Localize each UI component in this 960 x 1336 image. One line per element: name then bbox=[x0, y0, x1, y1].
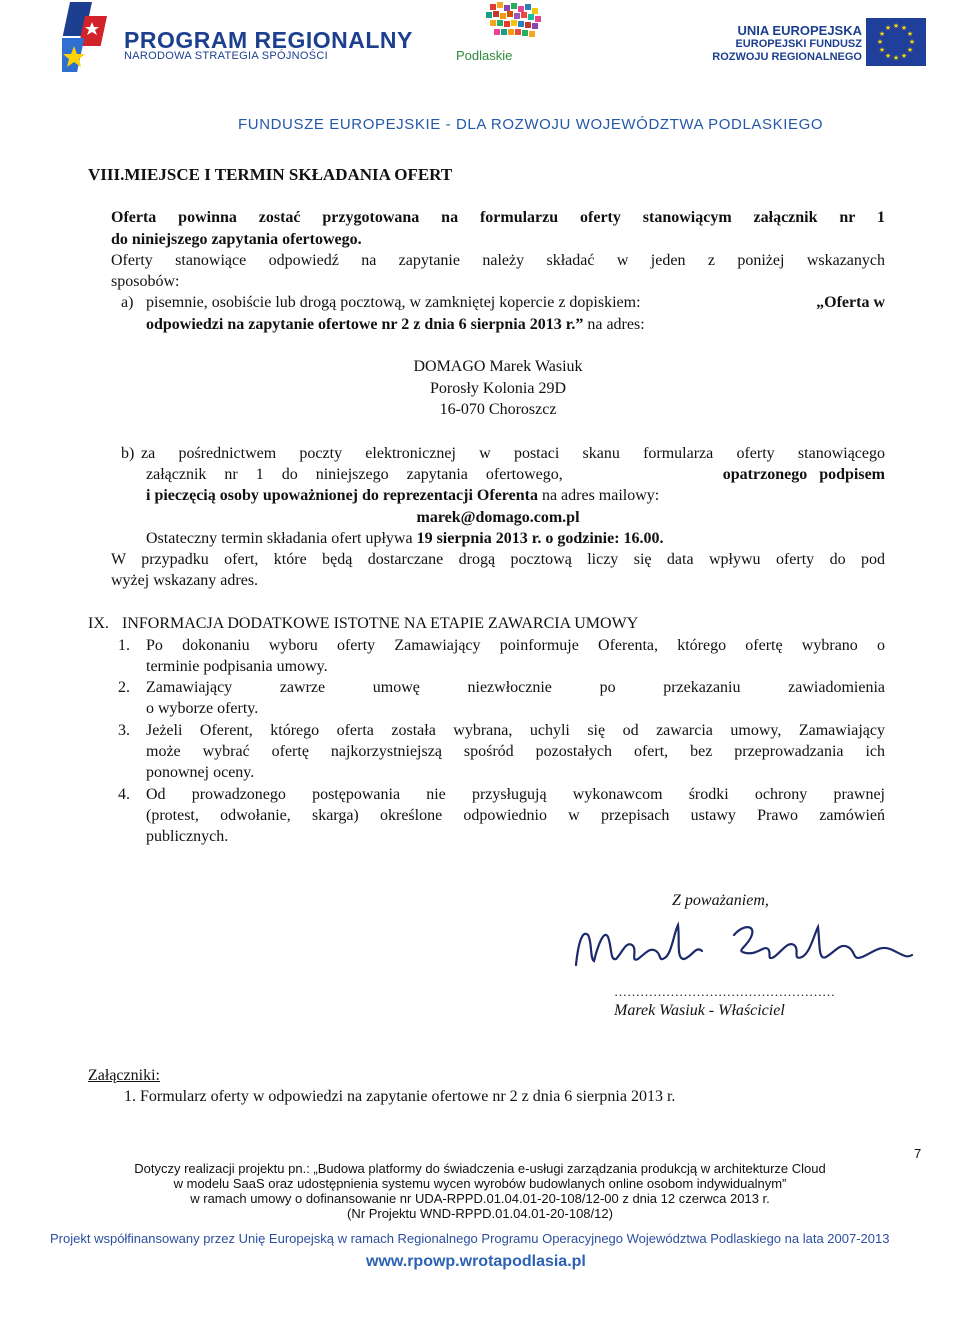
svg-text:★: ★ bbox=[876, 38, 884, 46]
svg-text:★: ★ bbox=[878, 30, 886, 38]
list-item-3-line1: Jeżeli Oferent, którego oferta została wybrana, uchyli się od zawarcia umowy, Zamawiający bbox=[146, 722, 885, 739]
address-line3: 16-070 Choroszcz bbox=[439, 401, 557, 418]
option-b-line3-text: na adres mailowy: bbox=[537, 487, 660, 504]
attachments-label: Załączniki: bbox=[88, 1067, 160, 1084]
option-b-line1: za pośrednictwem poczty elektronicznej w postaci skanu formularza oferty stanowiącego bbox=[141, 445, 885, 462]
address-line2: Porosły Kolonia 29D bbox=[430, 379, 566, 397]
deadline-line bbox=[146, 528, 664, 549]
svg-text:★: ★ bbox=[884, 52, 892, 60]
closing-regards: Z poważaniem, bbox=[672, 892, 769, 909]
eu-line3: ROZWOJU REGIONALNEGO bbox=[712, 51, 862, 63]
footer-line1: Dotyczy realizacji projektu pn.: „Budowa platformy do świadczenia e-usługi zarządzania produkcją w architekturze Cloud bbox=[134, 1161, 826, 1176]
list-item-2-line2: o wyborze oferty. bbox=[146, 700, 259, 717]
program-title: PROGRAM REGIONALNY bbox=[124, 27, 413, 53]
svg-text:★: ★ bbox=[906, 46, 914, 54]
address-line1: DOMAGO Marek Wasiuk bbox=[413, 358, 583, 375]
svg-text:★: ★ bbox=[878, 46, 886, 54]
section9-heading: INFORMACJA DODATKOWE ISTOTNE NA ETAPIE ZAWARCIA UMOWY bbox=[122, 615, 639, 632]
program-subtitle: NARODOWA STRATEGIA SPÓJNOŚCI bbox=[124, 50, 328, 62]
email-link[interactable]: marek@domago.com.pl bbox=[416, 509, 580, 526]
section8-p3-line2: wyżej wskazany adres. bbox=[111, 572, 259, 589]
section8-p2-line2: sposobów: bbox=[111, 273, 180, 290]
option-a-marker: a) bbox=[121, 294, 134, 311]
section9-number: IX. bbox=[88, 615, 109, 632]
svg-text:★: ★ bbox=[906, 30, 914, 38]
option-a-line1 bbox=[146, 292, 885, 313]
eu-text-block bbox=[690, 24, 862, 64]
section8-p1-line1: Oferta powinna zostać przygotowana na formularzu oferty stanowiącym załącznik nr 1 bbox=[111, 209, 885, 226]
eu-flag-icon bbox=[866, 18, 926, 66]
list-item-3-num: 3. bbox=[118, 722, 130, 739]
option-a-line1-text: pisemnie, osobiście lub drogą pocztową, w zamkniętej kopercie z dopiskiem: bbox=[146, 294, 641, 311]
list-item-4-line3: publicznych. bbox=[146, 828, 229, 845]
list-item-4-line2: (protest, odwołanie, skarga) określone odpowiednio w przepisach ustawy Prawo zamówień bbox=[146, 807, 885, 824]
section8-heading: VIII.MIEJSCE I TERMIN SKŁADANIA OFERT bbox=[88, 165, 453, 184]
list-item-2-line1: Zamawiający zawrze umowę niezwłocznie po przekazaniu zawiadomienia bbox=[146, 679, 885, 696]
region-name: Podlaskie bbox=[456, 48, 513, 63]
signature-dots: …………………………………………… bbox=[614, 984, 835, 999]
list-item-4-line1: Od prowadzonego postępowania nie przysługują wykonawcom środki ochrony prawnej bbox=[146, 786, 885, 803]
option-a-line1-bold: „Oferta w bbox=[816, 294, 885, 311]
eu-line1: UNIA EUROPEJSKA bbox=[737, 23, 862, 38]
svg-text:★: ★ bbox=[884, 24, 892, 32]
section8-p2-line1: Oferty stanowiące odpowiedź na zapytanie należy składać w jeden z poniżej wskazanych bbox=[111, 252, 885, 269]
list-item-1-num: 1. bbox=[118, 637, 130, 654]
option-b-line2-text: załącznik nr 1 do niniejszego zapytania ofertowego, bbox=[146, 466, 563, 483]
list-item-1-line2: terminie podpisania umowy. bbox=[146, 658, 328, 675]
option-b-marker: b) bbox=[121, 445, 135, 462]
attachment-item: 1. Formularz oferty w odpowiedzi na zapytanie ofertowe nr 2 z dnia 6 sierpnia 2013 r. bbox=[124, 1088, 676, 1105]
option-b-line3 bbox=[146, 485, 659, 506]
section8-p3-line1: W przypadku ofert, które będą dostarczane drogą pocztową liczy się data wpływu oferty do pod bbox=[111, 551, 885, 568]
list-item-2-num: 2. bbox=[118, 679, 130, 696]
option-b-line2 bbox=[146, 464, 885, 485]
deadline-bold: 19 sierpnia 2013 r. o godzinie: 16.00. bbox=[416, 530, 664, 547]
svg-text:★: ★ bbox=[900, 52, 908, 60]
list-item-4-num: 4. bbox=[118, 786, 130, 803]
option-a-line2-text: na adres: bbox=[583, 316, 645, 333]
option-b-line2-bold: opatrzonego podpisem bbox=[722, 466, 885, 483]
program-regional-logo bbox=[62, 2, 114, 78]
cofinance-line: Projekt współfinansowany przez Unię Europejską w ramach Regionalnego Programu Operacyjnego Województwa Podlaskiego na lata 2007-2013 bbox=[50, 1231, 890, 1246]
section8-p1-line2: do niniejszego zapytania ofertowego. bbox=[111, 231, 362, 248]
footer-line2: w modelu SaaS oraz udostępnienia systemu wycen wyrobów budowlanych online osobom indywidualnym” bbox=[173, 1176, 787, 1191]
handwritten-signature bbox=[568, 915, 920, 977]
deadline-text: Ostateczny termin składania ofert upływa bbox=[146, 530, 417, 547]
footer-line3: w ramach umowy o dofinansowanie nr UDA-RPPD.01.04.01-20-108/12-00 z dnia 12 czerwca 2013 r. bbox=[190, 1191, 770, 1206]
svg-text:★: ★ bbox=[892, 22, 900, 30]
podlaskie-logo bbox=[482, 2, 552, 52]
list-item-3-line3: ponownej oceny. bbox=[146, 764, 255, 781]
svg-text:★: ★ bbox=[900, 24, 908, 32]
option-a-line2 bbox=[146, 314, 645, 335]
option-b-line3-bold: i pieczęcią osoby upoważnionej do reprezentacji Oferenta bbox=[146, 487, 538, 504]
option-a-line2-bold: odpowiedzi na zapytanie ofertowe nr 2 z dnia 6 sierpnia 2013 r.” bbox=[146, 316, 584, 333]
list-item-1-line1: Po dokonaniu wyboru oferty Zamawiający poinformuje Oferenta, którego ofertę wybrano o bbox=[146, 637, 885, 654]
footer-line4: (Nr Projektu WND-RPPD.01.04.01-20-108/12) bbox=[347, 1206, 613, 1221]
funds-line: FUNDUSZE EUROPEJSKIE - DLA ROZWOJU WOJEWÓDZTWA PODLASKIEGO bbox=[238, 116, 824, 133]
list-item-3-line2: może wybrać ofertę najkorzystniejszą spośród pozostałych ofert, bez przeprowadzania ich bbox=[146, 743, 885, 760]
eu-line2: EUROPEJSKI FUNDUSZ bbox=[735, 38, 862, 50]
svg-text:★: ★ bbox=[908, 38, 916, 46]
svg-text:★: ★ bbox=[892, 54, 900, 62]
page-number: 7 bbox=[914, 1146, 922, 1161]
address-block bbox=[0, 356, 960, 421]
signer-name: Marek Wasiuk - Właściciel bbox=[614, 1002, 785, 1019]
website-link[interactable]: www.rpowp.wrotapodlasia.pl bbox=[366, 1253, 586, 1270]
